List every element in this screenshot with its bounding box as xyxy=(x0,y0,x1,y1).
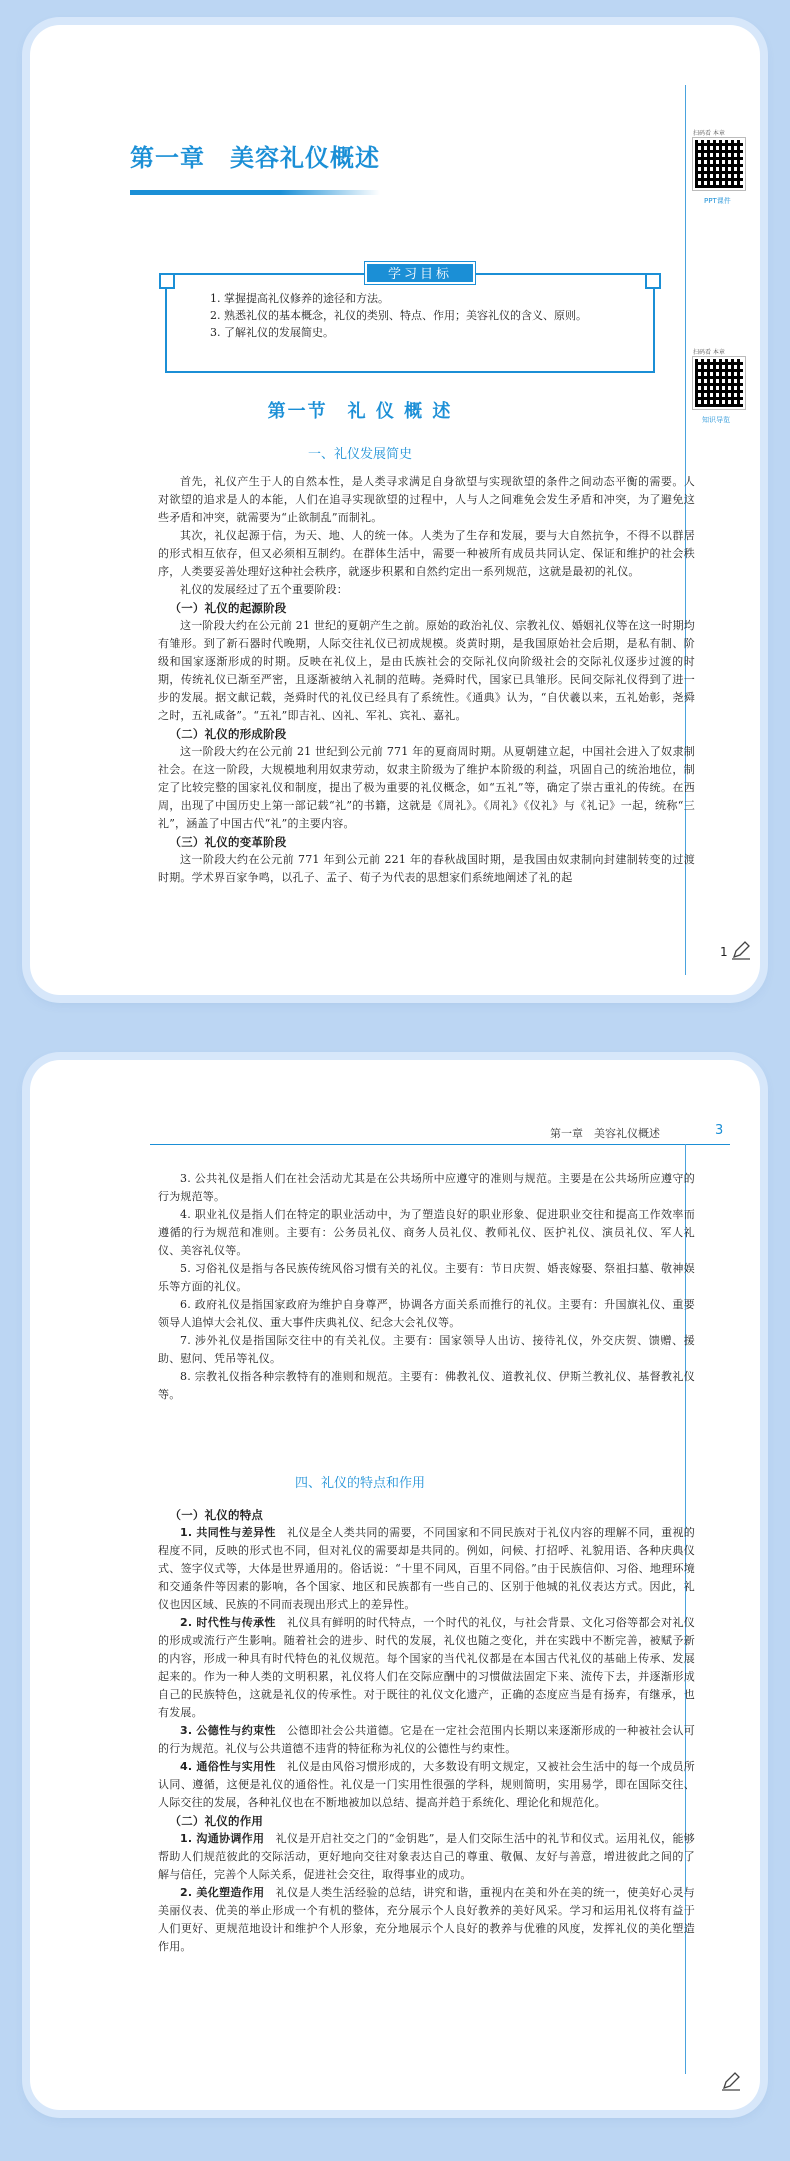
feature-paragraph xyxy=(158,1614,695,1722)
function-text: 礼仪是人类生活经验的总结，讲究和谐，重视内在美和外在美的统一，使美好心灵与美丽仪表、优美的举止形成一个有机的整体，充分展示个人良好教养的美好风采。学习和运用礼仪将有益于人们更好、更规范地设计和维护个人形象，充分地展示个人良好的教养与优雅的风度，发挥礼仪的美化塑造作用。 xyxy=(158,1886,695,1953)
features-heading: （一）礼仪的特点 xyxy=(169,1508,264,1522)
chapter-title-underline xyxy=(130,190,380,195)
paragraph: 这一阶段大约在公元前 21 世纪到公元前 771 年的夏商周时期。从夏朝建立起，中国社会进入了奴隶制社会。在这一阶段，大规模地利用奴隶劳动，奴隶主阶级为了维护本阶级的利益，巩固自己的统治地位，制定了比较完整的国家礼仪和制度，提出了极为重要的礼仪概念，如“五礼”等，确定了崇古重礼的传统。在西周，出现了中国历史上第一部记载“礼”的书籍，这就是《周礼》。《周礼》《仪礼》与《礼记》一起，统称“三礼”，涵盖了中国古代“礼”的主要内容。 xyxy=(158,745,695,830)
qr-caption-top: 扫码看 本章 xyxy=(693,130,725,137)
pen-icon[interactable] xyxy=(720,2070,742,2092)
feature-text: 公德即社会公共道德。它是在一定社会范围内长期以来逐渐形成的一种被社会认可的行为规范。礼仪与公共道德不违背的特征称为礼仪的公德性与约束性。 xyxy=(158,1724,696,1755)
list-item: 3. 公共礼仪是指人们在社会活动尤其是在公共场所中应遵守的准则与规范。主要是在公共场所应遵守的行为规范等。 xyxy=(158,1172,695,1203)
objective-item: 3. 了解礼仪的发展简史。 xyxy=(210,326,334,339)
function-text: 礼仪是开启社交之门的“金钥匙”，是人们交际生活中的礼节和仪式。运用礼仪，能够帮助人们规范彼此的交际活动，更好地向交往对象表达自己的尊重、敬佩、友好与善意，增进彼此之间的了解与信任，完善个人际关系，促进社会交往，取得事业的成功。 xyxy=(158,1832,695,1881)
list-item: 6. 政府礼仪是指国家政府为维护自身尊严，协调各方面关系而推行的礼仪。主要有：升国旗礼仪、重要领导人追悼大会礼仪、重大事件庆典礼仪、纪念大会礼仪等。 xyxy=(158,1298,695,1329)
feature-paragraph xyxy=(158,1524,695,1614)
page-1 xyxy=(30,25,760,995)
stage-heading: （二）礼仪的形成阶段 xyxy=(169,727,287,741)
qr-label-knowledge: 知识导览 xyxy=(702,416,730,424)
category-list xyxy=(158,1170,695,1404)
body-text xyxy=(158,473,695,887)
qr-caption-top: 扫码看 本章 xyxy=(693,349,725,356)
list-item: 5. 习俗礼仪是指与各民族传统风俗习惯有关的礼仪。主要有：节日庆贺、婚丧嫁娶、祭祖扫墓、敬神娱乐等方面的礼仪。 xyxy=(158,1262,695,1293)
paragraph: 礼仪的发展经过了五个重要阶段： xyxy=(180,583,348,596)
paragraph: 这一阶段大约在公元前 771 年到公元前 221 年的春秋战国时期，是我国由奴隶制向封建制转变的过渡时期。学术界百家争鸣，以孔子、孟子、荀子为代表的思想家们系统地阐述了礼的起 xyxy=(158,853,695,884)
feature-paragraph xyxy=(158,1722,695,1758)
pen-icon[interactable] xyxy=(730,939,752,961)
stage-heading: （三）礼仪的变革阶段 xyxy=(169,835,287,849)
function-paragraph xyxy=(158,1884,695,1956)
list-item: 4. 职业礼仪是指人们在特定的职业活动中，为了塑造良好的职业形象、促进职业交往和提高工作效率而遵循的行为规范和准则。主要有：公务员礼仪、商务人员礼仪、教师礼仪、医护礼仪、演员礼仪、军人礼仪、美容礼仪等。 xyxy=(158,1208,695,1257)
header-rule xyxy=(150,1144,730,1145)
objective-item: 1. 掌握提高礼仪修养的途径和方法。 xyxy=(210,292,389,305)
list-item: 8. 宗教礼仪指各种宗教特有的准则和规范。主要有：佛教礼仪、道教礼仪、伊斯兰教礼仪、基督教礼仪等。 xyxy=(158,1370,695,1401)
function-paragraph xyxy=(158,1830,695,1884)
feature-text: 礼仪是由风俗习惯形成的，大多数设有明文规定，又被社会生活中的每一个成员所认同、遵循，这便是礼仪的通俗性。礼仪是一门实用性很强的学科，规则简明，实用易学，即在国际交往、人际交往的发展，各种礼仪也在不断地被加以总结、提高并趋于系统化、理论化和规范化。 xyxy=(158,1760,696,1809)
section-title: 第一节 礼 仪 概 述 xyxy=(267,401,453,422)
function-lead: 2. 美化塑造作用 xyxy=(180,1886,265,1899)
features-text xyxy=(158,1506,695,1956)
stage-heading: （一）礼仪的起源阶段 xyxy=(169,601,287,615)
paragraph: 其次，礼仪起源于信，为天、地、人的统一体。人类为了生存和发展，要与大自然抗争，不得不以群居的形式相互依存，但又必须相互制约。在群体生活中，需要一种被所有成员共同认定、保证和维护的社会秩序，人类要妥善处理好这种社会秩序，就逐步积累和自然约定出一系列规范，这就是最初的礼仪。 xyxy=(158,529,695,578)
chapter-title: 第一章 美容礼仪概述 xyxy=(130,144,380,172)
paragraph: 首先，礼仪产生于人的自然本性，是人类寻求满足自身欲望与实现欲望的条件之间动态平衡的需要。人对欲望的追求是人的本能，人们在追寻实现欲望的过程中，人与人之间难免会发生矛盾和冲突，为了避免这些矛盾和冲突，就需要为“止欲制乱”而制礼。 xyxy=(158,475,695,524)
feature-lead: 3. 公德性与约束性 xyxy=(180,1724,276,1737)
qr-code-ppt[interactable] xyxy=(693,138,745,190)
list-item: 7. 涉外礼仪是指国际交往中的有关礼仪。主要有：国家领导人出访、接待礼仪，外交庆贺、馈赠、援助、慰问、凭吊等礼仪。 xyxy=(158,1334,695,1365)
feature-paragraph xyxy=(158,1758,695,1812)
feature-lead: 4. 通俗性与实用性 xyxy=(180,1760,276,1773)
paragraph: 这一阶段大约在公元前 21 世纪的夏朝产生之前。原始的政治礼仪、宗教礼仪、婚姻礼仪等在这一时期均有雏形。到了新石器时代晚期，人际交往礼仪已初成规模。炎黄时期，是我国原始社会后期，是私有制、阶级和国家逐渐形成的时期。反映在礼仪上，是由氏族社会的交际礼仪向阶级社会的交际礼仪逐步过渡的时期，传统礼仪已渐至严密，且逐渐被纳入礼制的范畴。尧舜时代，国家已具雏形。民间交际礼仪得到了进一步的发展。据文献记载，尧舜时代的礼仪已经具有了系统性。《通典》认为，“自伏羲以来，五礼始彰，尧舜之时，五礼咸备”。“五礼”即吉礼、凶礼、军礼、宾礼、嘉礼。 xyxy=(158,619,695,722)
feature-text: 礼仪具有鲜明的时代特点，一个时代的礼仪，与社会背景、文化习俗等都会对礼仪的形成或流行产生影响。随着社会的进步、时代的发展，礼仪也随之变化，并在实践中不断完善，被赋予新的内容，形成一种具有时代特色的礼仪规范。每个国家的当代礼仪都是在本国古代礼仪的基础上传承、发展起来的。作为一种人类的文明积累，礼仪将人们在交际应酬中的习惯做法固定下来、流传下去，并逐渐形成自己的民族特色，这就是礼仪的传承性。对于既往的礼仪文化遗产，正确的态度应当是有扬弃，有继承，也有发展。 xyxy=(158,1616,696,1719)
learning-objectives-label: 学习目标 xyxy=(365,262,475,284)
subsection-title: 四、礼仪的特点和作用 xyxy=(294,1476,425,1491)
feature-lead: 1. 共同性与差异性 xyxy=(180,1526,276,1539)
feature-lead: 2. 时代性与传承性 xyxy=(180,1616,276,1629)
objective-item: 2. 熟悉礼仪的基本概念，礼仪的类别、特点、作用；美容礼仪的含义、原则。 xyxy=(210,309,587,322)
qr-label-ppt: PPT课件 xyxy=(704,197,731,205)
learning-objectives-list xyxy=(210,290,587,341)
page-2 xyxy=(30,1060,760,2110)
qr-code-knowledge[interactable] xyxy=(693,357,745,409)
running-head: 第一章 美容礼仪概述 xyxy=(550,1127,660,1140)
page-number: 3 xyxy=(715,1123,724,1138)
functions-heading: （二）礼仪的作用 xyxy=(169,1814,264,1828)
subsection-title: 一、礼仪发展简史 xyxy=(307,447,412,462)
function-lead: 1. 沟通协调作用 xyxy=(180,1832,265,1845)
feature-text: 礼仪是全人类共同的需要，不同国家和不同民族对于礼仪内容的理解不同，重视的程度不同，反映的形式也不同，但对礼仪的需要却是共同的。例如，问候、打招呼、礼貌用语、各种庆典仪式、签字仪式等，大体是世界通用的。俗话说：“十里不同风，百里不同俗。”由于民族信仰、习俗、地理环境和交通条件等因素的影响，各个国家、地区和民族都有一些自己的、区别于他城的礼仪表达方式。因此，礼仪也因区域、民族的不同而表现出形式上的差异性。 xyxy=(158,1526,696,1611)
page-number: 1 xyxy=(720,945,728,959)
